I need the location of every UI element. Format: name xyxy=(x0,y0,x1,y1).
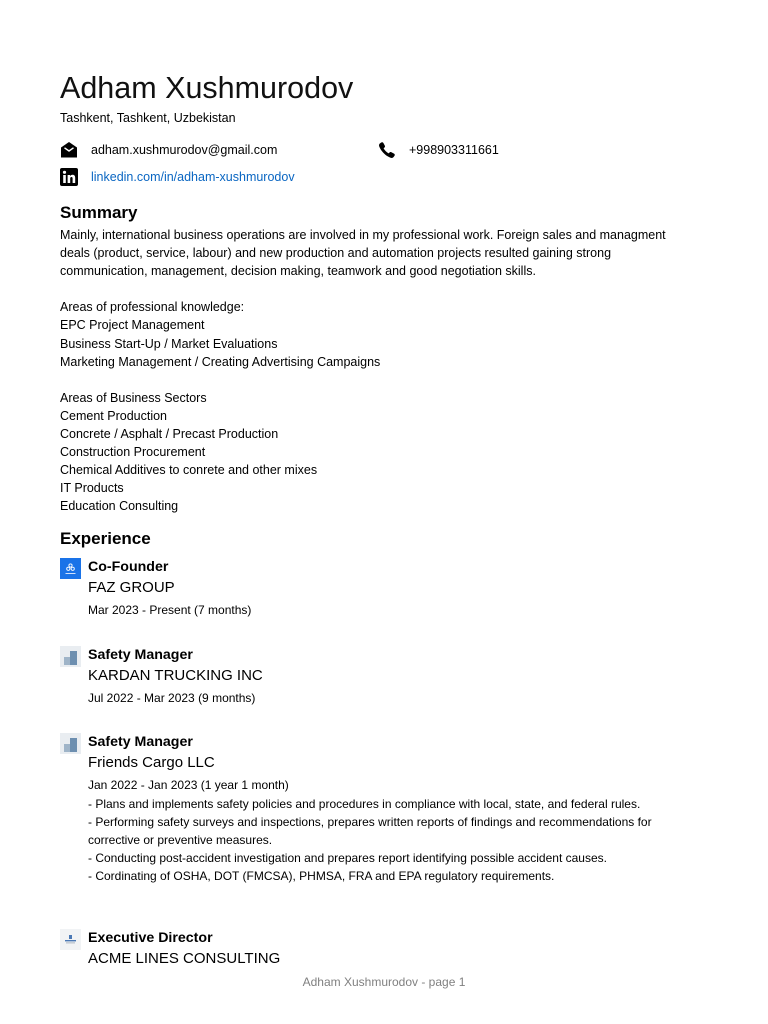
phone-text[interactable]: +998903311661 xyxy=(409,143,499,157)
linkedin-icon xyxy=(60,168,78,186)
sector-item: Chemical Additives to conrete and other mixes xyxy=(60,463,318,478)
email-text[interactable]: adham.xushmurodov@gmail.com xyxy=(91,143,278,157)
phone-icon xyxy=(378,141,396,159)
page-footer: Adham Xushmurodov - page 1 xyxy=(302,975,466,989)
summary-intro: Mainly, international business operations are involved in my professional work. Foreign sales and managment deals (product, service, labour) and new production and automation projects resulted gaining strong communication, management, decision making, teamwork and good negotiation skills. xyxy=(60,228,666,279)
knowledge-item: EPC Project Management xyxy=(60,318,205,333)
job-description-line: - Conducting post-accident investigation and prepares report identifying possible accident causes. xyxy=(88,851,607,865)
contact-phone xyxy=(378,141,499,159)
sectors-heading: Areas of Business Sectors xyxy=(60,390,207,405)
job-company: KARDAN TRUCKING INC xyxy=(88,667,263,684)
job-description-line: - Performing safety surveys and inspections, prepares written reports of findings and recommendations for corrective or preventive measures. xyxy=(88,815,652,847)
job-description xyxy=(88,795,668,885)
linkedin-link[interactable]: linkedin.com/in/adham-xushmurodov xyxy=(91,170,295,184)
contact-linkedin xyxy=(60,168,295,186)
job-company: ACME LINES CONSULTING xyxy=(88,950,281,967)
job-title: Safety Manager xyxy=(88,647,193,663)
summary-heading: Summary xyxy=(60,203,138,222)
resume-name: Adham Xushmurodov xyxy=(60,71,354,105)
job-description-line: - Plans and implements safety policies and procedures in compliance with local, state, and federal rules. xyxy=(88,797,641,811)
job-title: Executive Director xyxy=(88,930,213,946)
contact-email xyxy=(60,141,277,159)
summary-body xyxy=(60,226,685,516)
sector-item: IT Products xyxy=(60,481,124,496)
job-company: Friends Cargo LLC xyxy=(88,754,215,771)
company-logo-icon xyxy=(60,558,81,579)
spacer xyxy=(60,280,685,298)
job-dates: Jul 2022 - Mar 2023 (9 months) xyxy=(88,691,256,705)
job-dates: Jan 2022 - Jan 2023 (1 year 1 month) xyxy=(88,778,289,792)
sector-item: Construction Procurement xyxy=(60,445,206,460)
job-title: Co-Founder xyxy=(88,559,169,575)
company-placeholder-icon xyxy=(60,646,81,667)
knowledge-heading: Areas of professional knowledge: xyxy=(60,300,245,315)
sector-item: Education Consulting xyxy=(60,499,179,514)
job-dates: Mar 2023 - Present (7 months) xyxy=(88,603,252,617)
company-logo-icon xyxy=(60,929,81,950)
sector-item: Concrete / Asphalt / Precast Production xyxy=(60,427,279,442)
job-company: FAZ GROUP xyxy=(88,579,175,596)
job-title: Safety Manager xyxy=(88,734,193,750)
experience-heading: Experience xyxy=(60,529,151,548)
email-icon xyxy=(60,141,78,159)
company-placeholder-icon xyxy=(60,733,81,754)
sector-item: Cement Production xyxy=(60,408,168,423)
location: Tashkent, Tashkent, Uzbekistan xyxy=(60,111,236,125)
job-description-line: - Cordinating of OSHA, DOT (FMCSA), PHMSA, FRA and EPA regulatory requirements. xyxy=(88,869,555,883)
knowledge-item: Marketing Management / Creating Advertising Campaigns xyxy=(60,354,381,369)
knowledge-item: Business Start-Up / Market Evaluations xyxy=(60,336,278,351)
spacer xyxy=(60,371,685,389)
